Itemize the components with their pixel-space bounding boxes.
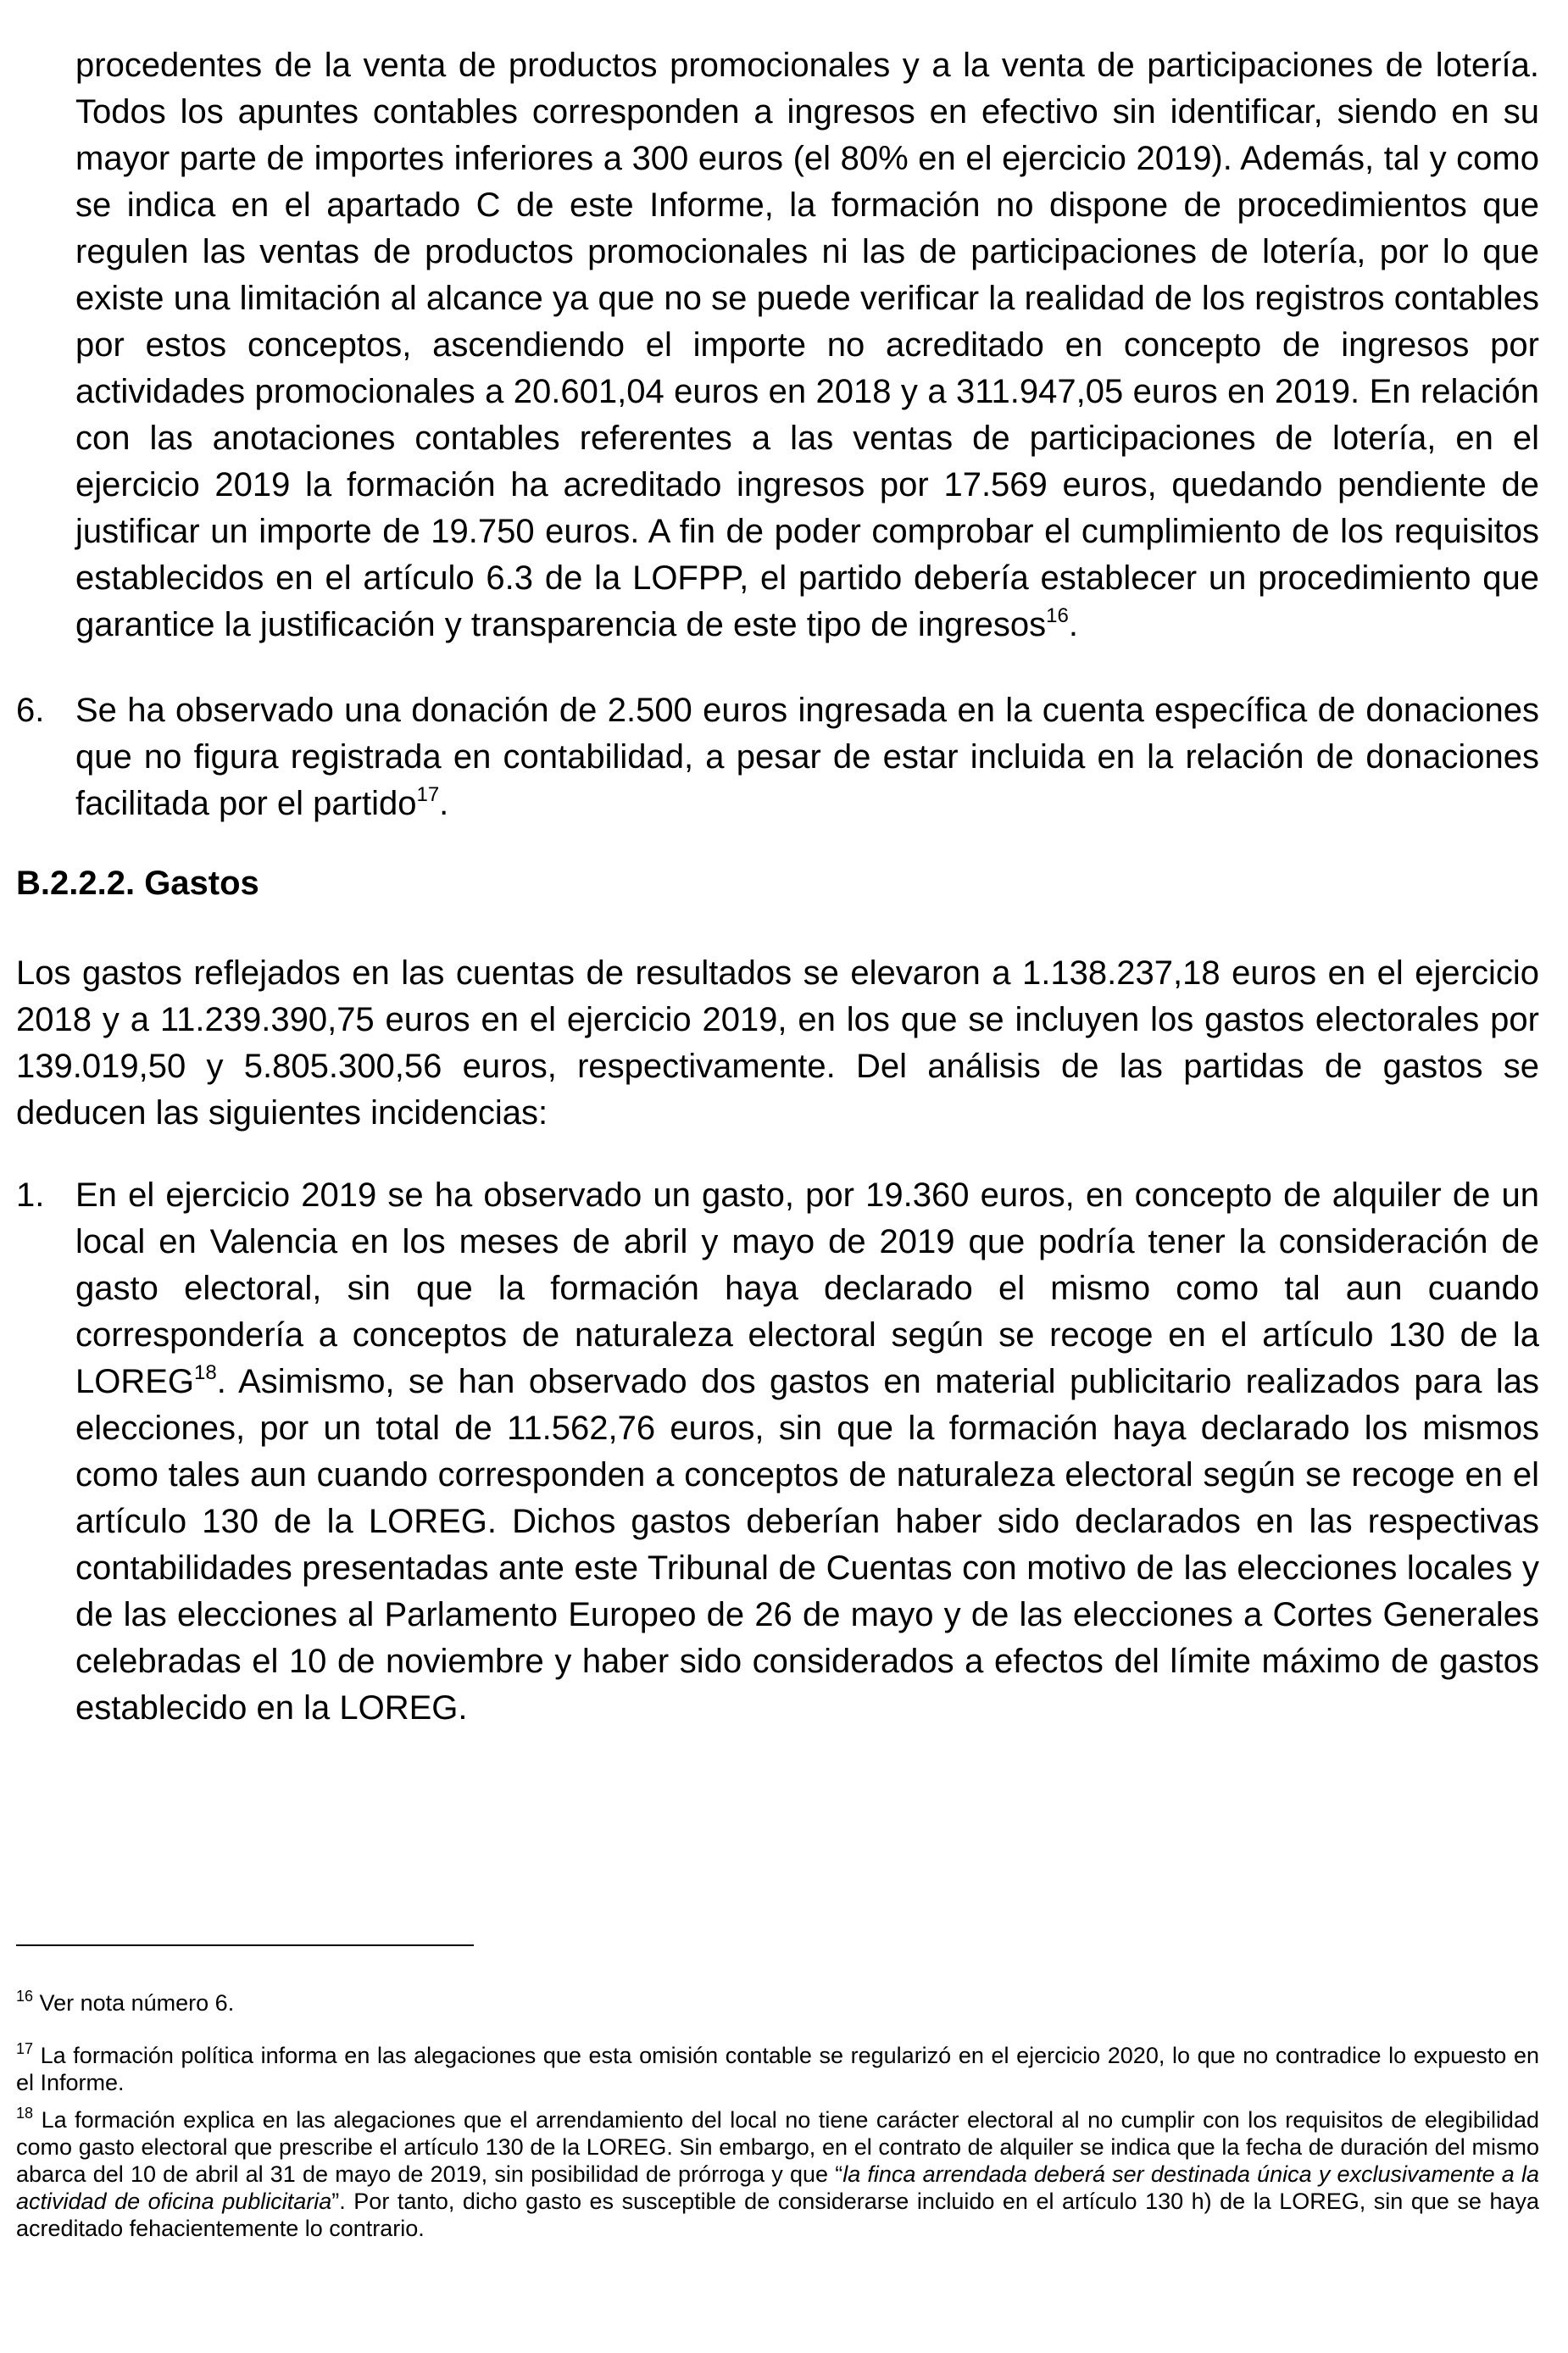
- list-number: 1.: [16, 1176, 45, 1214]
- footnote-ref-16[interactable]: 16: [1046, 604, 1069, 627]
- list-item-text: [75, 1172, 1539, 1732]
- footnote-mark: 17: [16, 2040, 34, 2057]
- item6-text: Se ha observado una donación de 2.500 euros ingresada en la cuenta específica de donaciones que no figura registrada en contabilidad, a pesar de estar incluida en la relación de donaciones facilitada por el partido: [75, 692, 1539, 822]
- footnote-mark: 18: [16, 2105, 34, 2122]
- footnote-ref-18[interactable]: 18: [194, 1360, 217, 1384]
- footnote-text: Ver nota número 6.: [39, 1990, 235, 2016]
- footnote-separator: [16, 1944, 474, 1946]
- footnote-mark: 16: [16, 1988, 34, 2005]
- section-heading: B.2.2.2. Gastos: [16, 865, 259, 902]
- footnote-16: [16, 1989, 1539, 2016]
- footnote-text-a: La formación explica en las alegaciones que el arrendamiento del local no tiene carácter electoral al no cumplir con los requisitos de elegibilidad como gasto electoral que prescribe el artículo 130 de la LOREG. Sin embargo, en el contrato de alquiler se indica que la fecha de duración del mismo abarca del 10 de abril al 31 de mayo de 2019, sin posibilidad de prórroga y que “: [16, 2107, 1539, 2187]
- footnote-17: [16, 2042, 1539, 2096]
- continuation-end: .: [1068, 606, 1078, 643]
- continuation-text: procedentes de la venta de productos promocionales y a la venta de participaciones de lotería. Todos los apuntes contables corresponden a ingresos en efectivo sin identificar, siendo en su mayor parte de importes inferiores a 300 euros (el 80% en el ejercicio 2019). Además, tal y como se indica en el apartado C de este Informe, la formación no dispone de procedimientos que regulen las ventas de productos promocionales ni las de participaciones de lotería, por lo que existe una limitación al alcance ya que no se puede verificar la realidad de los registros contables por estos conceptos, ascendiendo el importe no acreditado en concepto de ingresos por actividades promocionales a 20.601,04 euros en 2018 y a 311.947,05 euros en 2019. En relación con las anotaciones contables referentes a las ventas de participaciones de lotería, en el ejercicio 2019 la formación ha acreditado ingresos por 17.569 euros, quedando pendiente de justificar un importe de 19.750 euros. A fin de poder comprobar el cumplimiento de los requisitos establecidos en el artículo 6.3 de la LOFPP, el partido debería establecer un procedimiento que garantice la justificación y transparencia de este tipo de ingresos: [75, 47, 1539, 643]
- footnote-quote: la finca arrendada deberá ser destinada única y exclusivamente a la actividad de oficina publicitaria: [16, 2161, 1539, 2214]
- list-item-text: [75, 687, 1539, 827]
- footnote-ref-17[interactable]: 17: [416, 782, 440, 806]
- list-number: 6.: [16, 692, 45, 729]
- gastos-intro-paragraph: Los gastos reflejados en las cuentas de resultados se elevaron a 1.138.237,18 euros en el ejercicio 2018 y a 11.239.390,75 euros en el ejercicio 2019, en los que se incluyen los gastos electorales por 139.019,50 y 5.805.300,56 euros, respectivamente. Del análisis de las partidas de gastos se deducen las siguientes incidencias:: [16, 954, 1539, 1132]
- item6-end: .: [439, 785, 449, 822]
- item1-text-a: En el ejercicio 2019 se ha observado un gasto, por 19.360 euros, en concepto de alquiler de un local en Valencia en los meses de abril y mayo de 2019 que podría tener la consideración de gasto electoral, sin que la formación haya declarado el mismo como tal aun cuando correspondería a conceptos de naturaleza electoral según se recoge en el artículo 130 de la LOREG: [75, 1176, 1539, 1400]
- footnote-text-b: ”. Por tanto, dicho gasto es susceptible de considerarse incluido en el artículo 130 h) de la LOREG, sin que se haya acreditado fehacientemente lo contrario.: [16, 2189, 1539, 2241]
- footnote-text: La formación política informa en las alegaciones que esta omisión contable se regularizó en el ejercicio 2020, lo que no contradice lo expuesto en el Informe.: [16, 2043, 1539, 2095]
- continuation-paragraph: [75, 42, 1539, 648]
- footnote-18: [16, 2106, 1539, 2242]
- item1-text-b: . Asimismo, se han observado dos gastos en material publicitario realizados para las elecciones, por un total de 11.562,76 euros, sin que la formación haya declarado los mismos como tales aun cuando corresponden a conceptos de naturaleza electoral según se recoge en el artículo 130 de la LOREG. Dichos gastos deberían haber sido declarados en las respectivas contabilidades presentadas ante este Tribunal de Cuentas con motivo de las elecciones locales y de las elecciones al Parlamento Europeo de 26 de mayo y de las elecciones a Cortes Generales celebradas el 10 de noviembre y haber sido considerados a efectos del límite máximo de gastos establecido en la LOREG.: [75, 1363, 1539, 1727]
